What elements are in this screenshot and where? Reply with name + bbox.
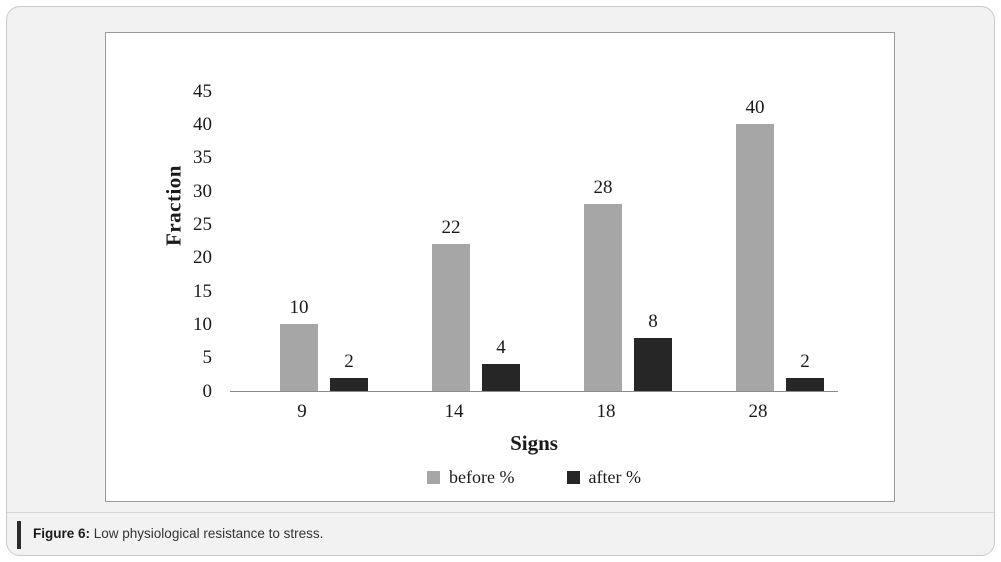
bar-after-28[interactable] xyxy=(786,350,824,391)
y-axis-label: Fraction xyxy=(161,165,186,246)
bar-before-18[interactable] xyxy=(584,177,622,391)
figure-card xyxy=(6,6,995,556)
bar-value-after-18: 8 xyxy=(648,310,658,332)
x-axis-line xyxy=(230,391,838,392)
figure-caption-label: Figure 6: xyxy=(33,526,91,541)
bar-value-before-14: 22 xyxy=(441,217,461,239)
x-tick-14: 14 xyxy=(444,401,464,422)
legend-swatch-after-icon xyxy=(567,471,580,484)
y-tick-25: 25 xyxy=(193,214,212,235)
y-tick-35: 35 xyxy=(193,147,212,168)
legend-item-before[interactable] xyxy=(427,467,514,488)
bar-after-18[interactable] xyxy=(634,310,672,391)
y-tick-45: 45 xyxy=(193,81,212,102)
bar-value-before-9: 10 xyxy=(289,297,309,319)
y-tick-5: 5 xyxy=(202,347,212,368)
y-tick-10: 10 xyxy=(193,314,212,335)
legend-item-after[interactable] xyxy=(567,467,641,488)
chart-panel xyxy=(105,32,895,502)
bar-value-after-28: 2 xyxy=(800,350,810,372)
x-tick-18: 18 xyxy=(596,401,616,422)
figure-caption xyxy=(33,526,323,541)
bar-group-28 xyxy=(708,91,860,391)
y-tick-15: 15 xyxy=(193,281,212,302)
y-tick-0: 0 xyxy=(202,381,212,402)
chart-legend xyxy=(230,467,838,488)
figure-caption-body: Low physiological resistance to stress. xyxy=(90,526,324,541)
figure-caption-bar xyxy=(7,512,995,556)
bar-group-14 xyxy=(404,91,556,391)
x-tick-28: 28 xyxy=(748,401,768,422)
legend-label-before: before % xyxy=(449,467,515,487)
bar-group-9 xyxy=(252,91,404,391)
bar-value-after-14: 4 xyxy=(496,337,506,359)
bar-before-14[interactable] xyxy=(432,217,470,391)
bar-group-18 xyxy=(556,91,708,391)
bar-before-9[interactable] xyxy=(280,297,318,391)
caption-accent-bar xyxy=(17,521,21,549)
y-tick-40: 40 xyxy=(193,114,212,135)
y-tick-30: 30 xyxy=(193,181,212,202)
y-tick-20: 20 xyxy=(193,247,212,268)
legend-label-after: after % xyxy=(588,467,641,487)
legend-swatch-before-icon xyxy=(427,471,440,484)
x-axis-label: Signs xyxy=(510,431,558,455)
bar-value-after-9: 2 xyxy=(344,350,354,372)
bar-chart xyxy=(106,33,896,503)
bar-after-14[interactable] xyxy=(482,337,520,391)
bar-after-9[interactable] xyxy=(330,350,368,391)
bar-value-before-18: 28 xyxy=(593,177,613,199)
bars-area xyxy=(230,91,838,391)
bar-value-before-28: 40 xyxy=(745,97,765,119)
bar-before-28[interactable] xyxy=(736,97,774,391)
x-tick-9: 9 xyxy=(297,401,307,422)
